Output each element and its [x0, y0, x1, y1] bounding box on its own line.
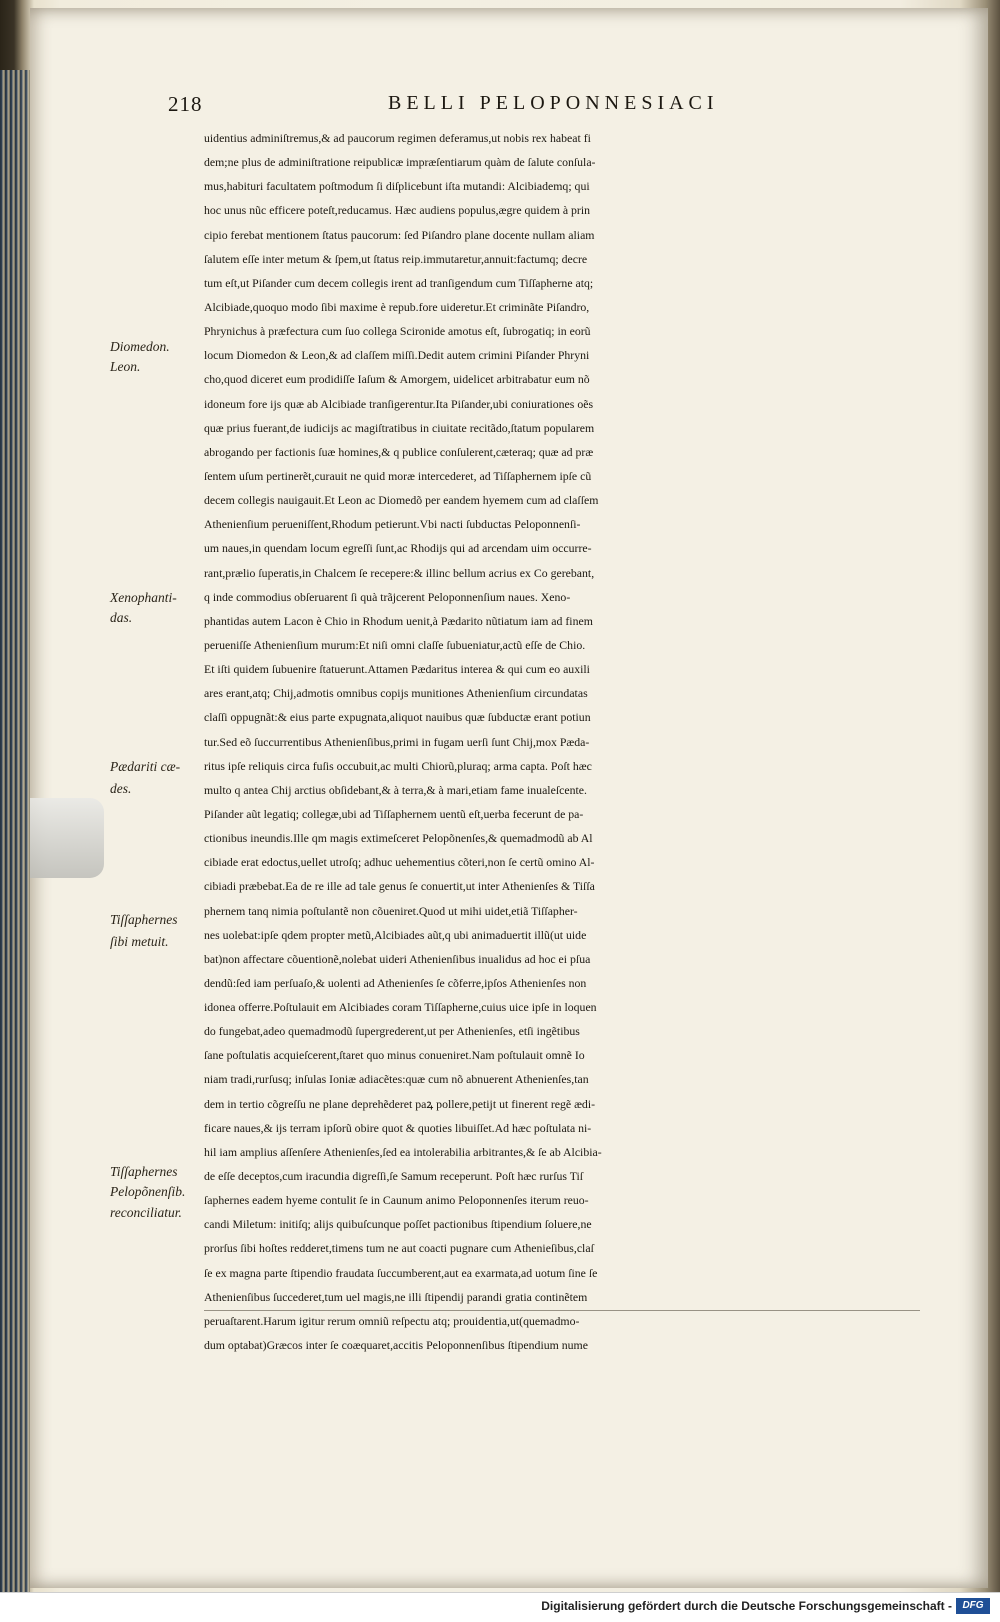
page-clip [30, 798, 104, 878]
running-title: BELLI PELOPONNESIACI [388, 92, 719, 114]
text-line: tur.Sed eõ ſuccurrentibus Athenienſibus,primi in fugam uerſi ſunt Chij,mox Pæda- [204, 734, 590, 749]
text-line: ritus ipſe reliquis circa fuſis occubuit,ac multi Chiorũ,pluraq; arma capta. Poſt hæc [204, 758, 592, 773]
text-line: ſane poſtulatis acquieſcerent,ſtaret quo minus conueniret.Nam poſtulauit omnẽ Io [204, 1048, 585, 1063]
text-line: cibiade erat edoctus,uellet utroſq; adhuc uehementius cõteri,non ſe certũ omino Al- [204, 855, 595, 870]
text-line: abrogando per factionis ſuæ homines,& q publice conſulerent,cæteraq; quæ ad præ [204, 444, 594, 459]
margin-note: Tiſſaphernes [110, 1164, 178, 1179]
bottom-rule [204, 1310, 920, 1311]
text-line: mus,habituri facultatem poſtmodum ſi diſplicebunt iſta mutandi: Alcibiademq; qui [204, 179, 590, 194]
text-line: peruaſtarent.Harum igitur rerum omniũ reſpectu atq; prouidentia,ut(quemadmo- [204, 1313, 580, 1328]
text-line: dem;ne plus de adminiſtratione reipublicæ impræſentiarum quàm de ſalute conſula- [204, 155, 596, 170]
text-line: de eſſe deceptos,cum iracundia digreſſi,ſe Samum receperunt. Poſt hæc rurſus Tiſ [204, 1169, 584, 1184]
text-line: idoneum fore ijs quæ ab Alcibiade tranſigerentur.Ita Piſander,ubi coniurationes oẽs [204, 396, 594, 411]
margin-note: Pelopõnenſib. [110, 1184, 186, 1199]
text-line: decem collegis nauigauit.Et Leon ac Diomedõ per eandem hyemem cum ad claſſem [204, 493, 599, 508]
text-line: do fungebat,adeo quemadmodũ ſupergrederent,ut per Athenienſes, etſi ingẽtibus [204, 1024, 580, 1039]
text-line: candi Miletum: initiſq; alijs quibuſcunque poſſet pactionibus ſtipendium ſoluere,ne [204, 1217, 592, 1232]
text-line: cipio ferebat mentionem ſtatus paucorum: ſed Piſandro plane docente nullam aliam [204, 227, 595, 242]
text-line: dem in tertio cõgreſſu ne plane deprehẽderet paꝝ pollere,petijt ut finerent regẽ ædi- [204, 1096, 596, 1111]
text-line: um naues,in quendam locum egreſſi ſunt,ac Rhodijs qui ad arcendam uim occurre- [204, 541, 592, 556]
text-line: quæ prius fuerant,de iudicijs ac magiſtratibus in ciuitate recitãdo,ſtatum popularem [204, 420, 595, 435]
text-line: multo q antea Chij arctius obſidebant,& à terra,& à mari,etiam fame inualeſcente. [204, 782, 587, 797]
margin-note: Pædariti cæ- [110, 759, 181, 774]
text-line: idonea offerre.Poſtulauit em Alcibiades coram Tiſſapherne,cuius uice ipſe in loquen [204, 1000, 597, 1015]
text-line: Phrynichus à præfectura cum ſuo collega Scironide amotus eſt, ſubrogatiq; in eorũ [204, 324, 591, 339]
text-line: bat)non affectare cõuentionẽ,nolebat uideri Athenienſibus inualidus ad hoc ei pſua [204, 951, 591, 966]
text-line: ſalutem eſſe inter metum & ſpem,ut ſtatus reip.immutaretur,annuit:factumq; decre [204, 251, 588, 266]
text-line: rant,prælio ſuperatis,in Chalcem ſe recepere:& illinc bellum acrius ex Co gerebant, [204, 565, 595, 580]
book-fore-edge [0, 70, 30, 1600]
footer-bar [0, 1592, 1000, 1622]
text-line: niam tradi,rurſusq; inſulas Ioniæ adiacẽtes:quæ cum nõ abnuerent Athenienſes,tan [204, 1072, 589, 1087]
text-line: claſſi oppugnãt:& eius parte expugnata,aliquot nauibus quæ ſubductæ erant potiun [204, 710, 591, 725]
text-line: Alcibiade,quoquo modo ſibi maxime è repub.fore uideretur.Et criminãte Piſandro, [204, 299, 590, 314]
text-line: Piſander aũt legatiq; collegæ,ubi ad Tiſſaphernem uentũ eſt,uerba fecerunt de pa- [204, 806, 584, 821]
text-line: ſe ex magna parte ſtipendio fraudata ſuccumberent,aut ea exarmata,ad uotum ſine ſe [204, 1265, 598, 1280]
margin-note: ſibi metuit. [110, 934, 169, 949]
text-line: cho,quod diceret eum prodidiſſe Iaſum & Amorgem, uidelicet arbitrabatur eum nõ [204, 372, 590, 387]
margin-note: Diomedon. [110, 339, 170, 354]
footer-credit: Digitalisierung gefördert durch die Deutsche Forschungsgemeinschaft - [541, 1599, 952, 1613]
text-line: cibiadi præbebat.Ea de re ille ad tale genus ſe conuertit,ut inter Athenienſes & Tiſſa [204, 879, 595, 894]
text-line: hil iam amplius aſſenſere Athenienſes,ſed ea intolerabilia arbitrantes,& ſe ab Alcibia- [204, 1144, 602, 1159]
text-line: q inde commodius obſeruarent ſi quà trãjcerent Peloponnenſium naues. Xeno- [204, 589, 571, 604]
text-line: locum Diomedon & Leon,& ad claſſem miſſi.Dedit autem crimini Piſander Phryni [204, 348, 590, 363]
body-text [204, 126, 948, 1357]
margin-note: reconciliatur. [110, 1205, 182, 1220]
text-line: dum optabat)Græcos inter ſe coæquaret,accitis Peloponnenſibus ſtipendium nume [204, 1338, 588, 1353]
text-line: tum eſt,ut Piſander cum decem collegis irent ad tranſigendum cum Tiſſapherne atq; [204, 275, 594, 290]
text-line: phantidas autem Lacon è Chio in Rhodum uenit,à Pædarito nũtiatum iam ad finem [204, 613, 593, 628]
text-line: Et iſti quidem ſubuenire ſtatuerunt.Attamen Pædaritus interea & qui cum eo auxili [204, 662, 590, 677]
margin-note: Xenophanti- [110, 590, 177, 605]
text-line: uidentius adminiſtremus,& ad paucorum regimen deferamus,ut nobis rex habeat fi [204, 131, 591, 145]
page-number: 218 [168, 92, 203, 116]
text-line: phernem tanq nimia poſtulantẽ non cõueniret.Quod ut mihi uidet,etiã Tiſſapher- [204, 903, 578, 918]
dfg-logo-icon: DFG [956, 1598, 990, 1614]
text-line: ares erant,atq; Chij,admotis omnibus copijs munitiones Athenienſium circundatas [204, 686, 588, 701]
text-line: dendũ:ſed iam perſuaſo,& uolenti ad Athenienſes ſe cõferre,ipſos Athenienſes non [204, 975, 587, 990]
margin-note: Leon. [110, 359, 141, 374]
text-line: perueniſſe Athenienſium murum:Et niſi omni claſſe ſubueniatur,actũ eſſe de Chio. [204, 637, 586, 652]
margin-note: Tiſſaphernes [110, 912, 178, 927]
running-head [148, 92, 938, 124]
text-line: ctionibus ineundis.Ille qm magis extimeſceret Pelopõnenſes,& quemadmodũ ab Al [204, 831, 593, 846]
text-line: ſentem uſum pertinerẽt,curauit ne quid moræ intercederet, ad Tiſſaphernem ipſe cũ [204, 468, 592, 483]
text-line: Athenienſibus ſuccederet,tum uel magis,ne illi ſtipendij parandi gratia continẽtem [204, 1289, 588, 1304]
text-line: hoc unus nũc efficere poteſt,reducamus. Hæc audiens populus,ægre quidem à prin [204, 203, 591, 218]
text-line: prorſus ſibi hoſtes redderet,timens tum ne aut coacti pugnare cum Athenieſibus,claſ [204, 1241, 594, 1256]
text-line: Athenienſium perueniſſent,Rhodum petierunt.Vbi nacti ſubductas Peloponnenſi- [204, 517, 581, 532]
text-line: ſaphernes eadem hyeme contulit ſe in Caunum animo Peloponnenſes iterum reuo- [204, 1193, 589, 1208]
margin-note: des. [110, 781, 132, 796]
text-line: ficare naues,& ijs terram ipſorũ obire quot & quoties libuiſſet.Ad hæc poſtulata ni- [204, 1120, 592, 1135]
text-line: nes uolebat:ipſe qdem propter metũ,Alcibiades aũt,q ubi animaduertit illũ(ut uide [204, 927, 587, 942]
margin-note: das. [110, 610, 133, 625]
